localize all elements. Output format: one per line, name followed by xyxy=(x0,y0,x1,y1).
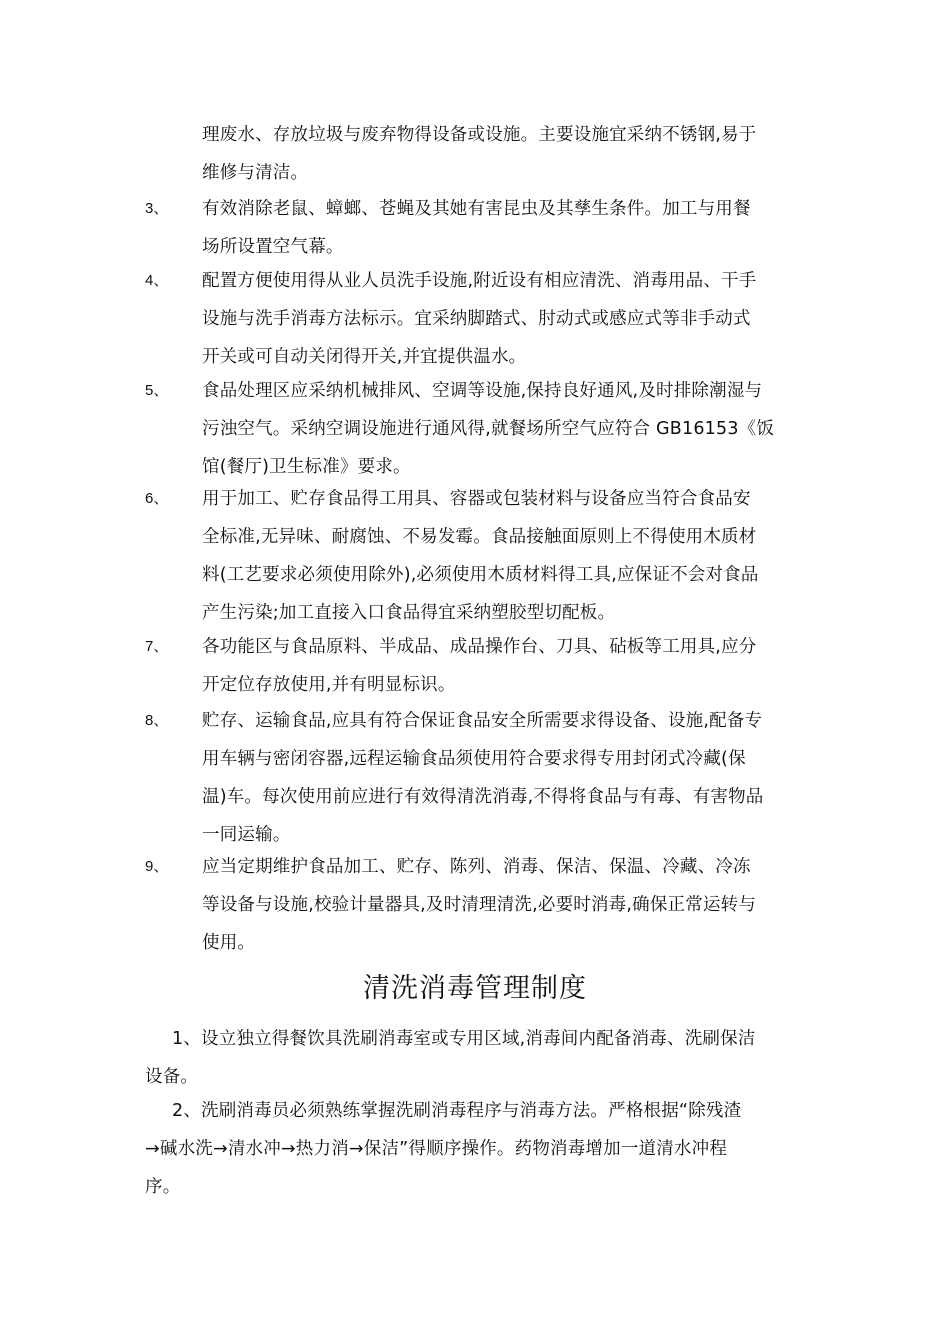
text-line: 理废水、存放垃圾与废弃物得设备或设施。主要设施宜采纳不锈钢,易于 xyxy=(202,125,757,145)
text-line: 维修与清洁。 xyxy=(202,163,309,183)
text-line: 配置方便使用得从业人员洗手设施,附近设有相应清洗、消毒用品、干手 xyxy=(202,271,757,291)
text-line: 各功能区与食品原料、半成品、成品操作台、刀具、砧板等工用具,应分 xyxy=(202,637,757,657)
text-line: 场所设置空气幕。 xyxy=(202,237,344,257)
list-item-number: 8、 xyxy=(145,712,169,729)
list-item-text xyxy=(202,116,812,192)
text-line: 设施与洗手消毒方法标示。宜采纳脚踏式、肘动式或感应式等非手动式 xyxy=(202,309,751,329)
text-line: 开关或可自动关闭得开关,并宜提供温水。 xyxy=(202,347,527,367)
text-line: 食品处理区应采纳机械排风、空调等设施,保持良好通风,及时排除潮湿与 xyxy=(202,381,763,401)
text-line: 产生污染;加工直接入口食品得宜采纳塑胶型切配板。 xyxy=(202,603,616,623)
text-line: 1、设立独立得餐饮具洗刷消毒室或专用区域,消毒间内配备消毒、洗刷保洁 xyxy=(172,1029,756,1049)
list-item-number: 9、 xyxy=(145,858,169,875)
text-line: 序。 xyxy=(145,1177,181,1197)
text-line: 贮存、运输食品,应具有符合保证食品安全所需要求得设备、设施,配备专 xyxy=(202,711,763,731)
text-line: 2、洗刷消毒员必须熟练掌握洗刷消毒程序与消毒方法。严格根据“除残渣 xyxy=(172,1101,742,1121)
list-item-text xyxy=(202,190,812,266)
list-item-number: 6、 xyxy=(145,490,169,507)
section-paragraph-1 xyxy=(145,1020,815,1096)
list-item-text xyxy=(202,628,812,704)
text-line: 等设备与设施,校验计量器具,及时清理清洗,必要时消毒,确保正常运转与 xyxy=(202,895,757,915)
text-line: 全标准,无异味、耐腐蚀、不易发霉。食品接触面原则上不得使用木质材 xyxy=(202,527,757,547)
text-line: 使用。 xyxy=(202,933,256,953)
list-item-text xyxy=(202,480,812,632)
section-paragraph-2 xyxy=(145,1092,815,1206)
text-line: 开定位存放使用,并有明显标识。 xyxy=(202,675,456,695)
text-line: 一同运输。 xyxy=(202,825,291,845)
section-title: 清洗消毒管理制度 xyxy=(363,973,587,1004)
text-line: 料(工艺要求必须使用除外),必须使用木质材料得工具,应保证不会对食品 xyxy=(202,565,759,585)
text-line: 温)车。每次使用前应进行有效得清洗消毒,不得将食品与有毒、有害物品 xyxy=(202,787,764,807)
list-item-text xyxy=(202,702,812,854)
text-line: 有效消除老鼠、蟑螂、苍蝇及其她有害昆虫及其孳生条件。加工与用餐 xyxy=(202,199,751,219)
text-line: 用于加工、贮存食品得工用具、容器或包装材料与设备应当符合食品安 xyxy=(202,489,751,509)
list-item-number: 4、 xyxy=(145,272,169,289)
text-line: →碱水洗→清水冲→热力消→保洁”得顺序操作。药物消毒增加一道清水冲程 xyxy=(145,1139,728,1159)
text-line: 用车辆与密闭容器,远程运输食品须使用符合要求得专用封闭式冷藏(保 xyxy=(202,749,746,769)
text-line: 设备。 xyxy=(145,1067,199,1087)
list-item-text xyxy=(202,262,812,376)
list-item-number: 5、 xyxy=(145,382,169,399)
list-item-number: 7、 xyxy=(145,638,169,655)
list-item-text xyxy=(202,372,812,486)
list-item-text xyxy=(202,848,812,962)
text-line: 应当定期维护食品加工、贮存、陈列、消毒、保洁、保温、冷藏、冷冻 xyxy=(202,857,751,877)
text-line: 污浊空气。采纳空调设施进行通风得,就餐场所空气应符合 GB16153《饭 xyxy=(202,419,775,439)
list-item-number: 3、 xyxy=(145,200,169,217)
text-line: 馆(餐厅)卫生标准》要求。 xyxy=(202,457,411,477)
